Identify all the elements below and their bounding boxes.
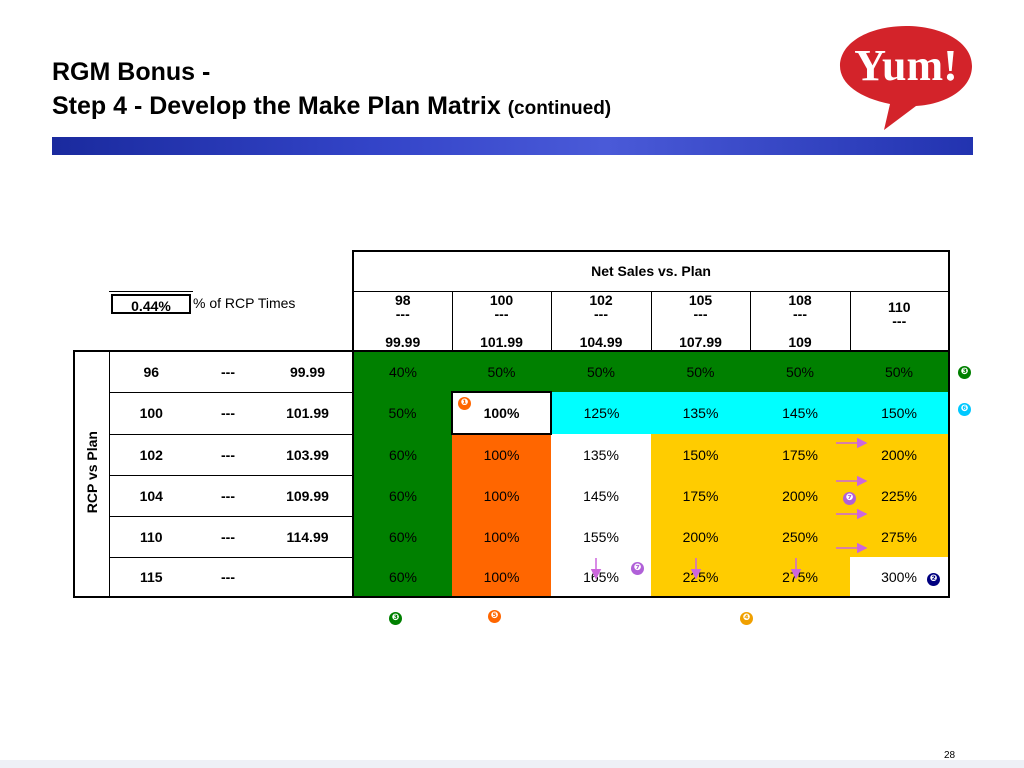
row-6-from: 115: [109, 557, 193, 597]
rcp-pct-value: 0.44%: [111, 294, 191, 314]
cell-r2-c1: 50%: [353, 392, 452, 434]
col-3-from: 102: [589, 291, 613, 308]
row-2-sep: ---: [193, 392, 263, 434]
marker-5: ❺: [488, 610, 501, 623]
cell-r3-c2: 100%: [452, 434, 551, 475]
cell-r6-c2: 100%: [452, 557, 551, 597]
cell-r6-c1: 60%: [353, 557, 452, 597]
row-1-from: 96: [109, 351, 193, 392]
row-3-from: 102: [109, 434, 193, 475]
cell-r6-c3: 165%: [551, 557, 651, 597]
cell-r2-c6: 150%: [850, 392, 949, 434]
col-6-from: 110: [887, 298, 911, 315]
cell-r5-c6: 275%: [850, 516, 949, 557]
page-number: 28: [944, 750, 956, 761]
col-header-6: [850, 291, 949, 351]
row-1-sep: ---: [193, 351, 263, 392]
net-sales-header: Net Sales vs. Plan: [353, 251, 949, 291]
cell-r2-c3: 125%: [551, 392, 651, 434]
col-2-to: 101.99: [480, 333, 523, 350]
cell-r5-c4: 200%: [651, 516, 750, 557]
marker-3-right: ❸: [958, 366, 971, 379]
col-header-3: [551, 291, 651, 351]
marker-7-a: ❼: [843, 492, 856, 505]
row-4-from: 104: [109, 475, 193, 516]
cell-r2-c5: 145%: [750, 392, 850, 434]
row-3-sep: ---: [193, 434, 263, 475]
row-6-sep: ---: [193, 557, 263, 597]
col-5-from: 108: [788, 291, 812, 308]
yum-logo: [838, 22, 974, 132]
svg-text:Yum!: Yum!: [854, 41, 958, 90]
cell-r2-c4: 135%: [651, 392, 750, 434]
cell-r3-c4: 150%: [651, 434, 750, 475]
cell-r5-c1: 60%: [353, 516, 452, 557]
marker-6: ❻: [958, 403, 971, 416]
cell-r3-c3: 135%: [551, 434, 651, 475]
col-5-to: 109: [788, 333, 812, 350]
row-4-sep: ---: [193, 475, 263, 516]
rcp-pct-label: % of RCP Times: [193, 295, 296, 311]
cell-r4-c2: 100%: [452, 475, 551, 516]
col-4-from: 105: [688, 291, 713, 308]
make-plan-matrix: [73, 250, 950, 598]
cell-r6-c5: 275%: [750, 557, 850, 597]
col-5-sep: ---: [793, 305, 807, 322]
cell-r6-c4: 225%: [651, 557, 750, 597]
cell-r4-c5: 200%: [750, 475, 850, 516]
cell-r1-c1: 40%: [353, 351, 452, 392]
cell-r4-c4: 175%: [651, 475, 750, 516]
cell-r4-c1: 60%: [353, 475, 452, 516]
col-4-to: 107.99: [679, 333, 722, 350]
cell-r5-c3: 155%: [551, 516, 651, 557]
col-3-sep: ---: [594, 305, 608, 322]
title-suffix: (continued): [507, 98, 612, 119]
row-5-to: 114.99: [263, 516, 353, 557]
cell-r4-c6: 225%: [850, 475, 949, 516]
row-6-to: [263, 557, 353, 597]
col-header-4: [651, 291, 750, 351]
col-1-sep: ---: [395, 305, 410, 322]
title-line-1: RGM Bonus -: [52, 58, 211, 86]
col-1-from: 98: [394, 291, 411, 308]
cell-r1-c6: 50%: [850, 351, 949, 392]
title-line-2: [52, 92, 611, 121]
cell-r3-c1: 60%: [353, 434, 452, 475]
col-3-to: 104.99: [579, 333, 623, 350]
col-1-to: 99.99: [385, 333, 421, 350]
col-4-sep: ---: [693, 305, 708, 322]
cell-r1-c2: 50%: [452, 351, 551, 392]
col-header-5: [750, 291, 850, 351]
row-2-from: 100: [109, 392, 193, 434]
row-4-to: 109.99: [263, 475, 353, 516]
rcp-vs-plan-label-cell: [74, 351, 109, 597]
cell-r4-c3: 145%: [551, 475, 651, 516]
row-5-from: 110: [109, 516, 193, 557]
marker-3-bottom: ❸: [389, 612, 402, 625]
col-header-2: [452, 291, 551, 351]
col-2-from: 100: [489, 291, 514, 308]
cell-r1-c5: 50%: [750, 351, 850, 392]
footer-band: [0, 760, 1024, 768]
col-6-sep: ---: [892, 312, 907, 329]
row-1-to: 99.99: [263, 351, 353, 392]
cell-r5-c5: 250%: [750, 516, 850, 557]
rcp-vs-plan-label: RCP vs Plan: [83, 431, 100, 514]
cell-r2-c2: 100%: [452, 392, 551, 434]
row-2-to: 101.99: [263, 392, 353, 434]
header-bar: [52, 137, 973, 155]
marker-4: ❹: [740, 612, 753, 625]
col-header-1: [353, 291, 452, 351]
title-main: Step 4 - Develop the Make Plan Matrix: [52, 92, 501, 120]
row-5-sep: ---: [193, 516, 263, 557]
marker-7-b: ❼: [631, 562, 644, 575]
cell-r3-c5: 175%: [750, 434, 850, 475]
marker-1: ❶: [458, 397, 471, 410]
cell-r1-c3: 50%: [551, 351, 651, 392]
col-2-sep: ---: [494, 305, 509, 322]
marker-2: ❷: [927, 573, 940, 586]
cell-r5-c2: 100%: [452, 516, 551, 557]
cell-r6-c6: 300%: [850, 557, 949, 597]
row-3-to: 103.99: [263, 434, 353, 475]
cell-r1-c4: 50%: [651, 351, 750, 392]
cell-r3-c6: 200%: [850, 434, 949, 475]
